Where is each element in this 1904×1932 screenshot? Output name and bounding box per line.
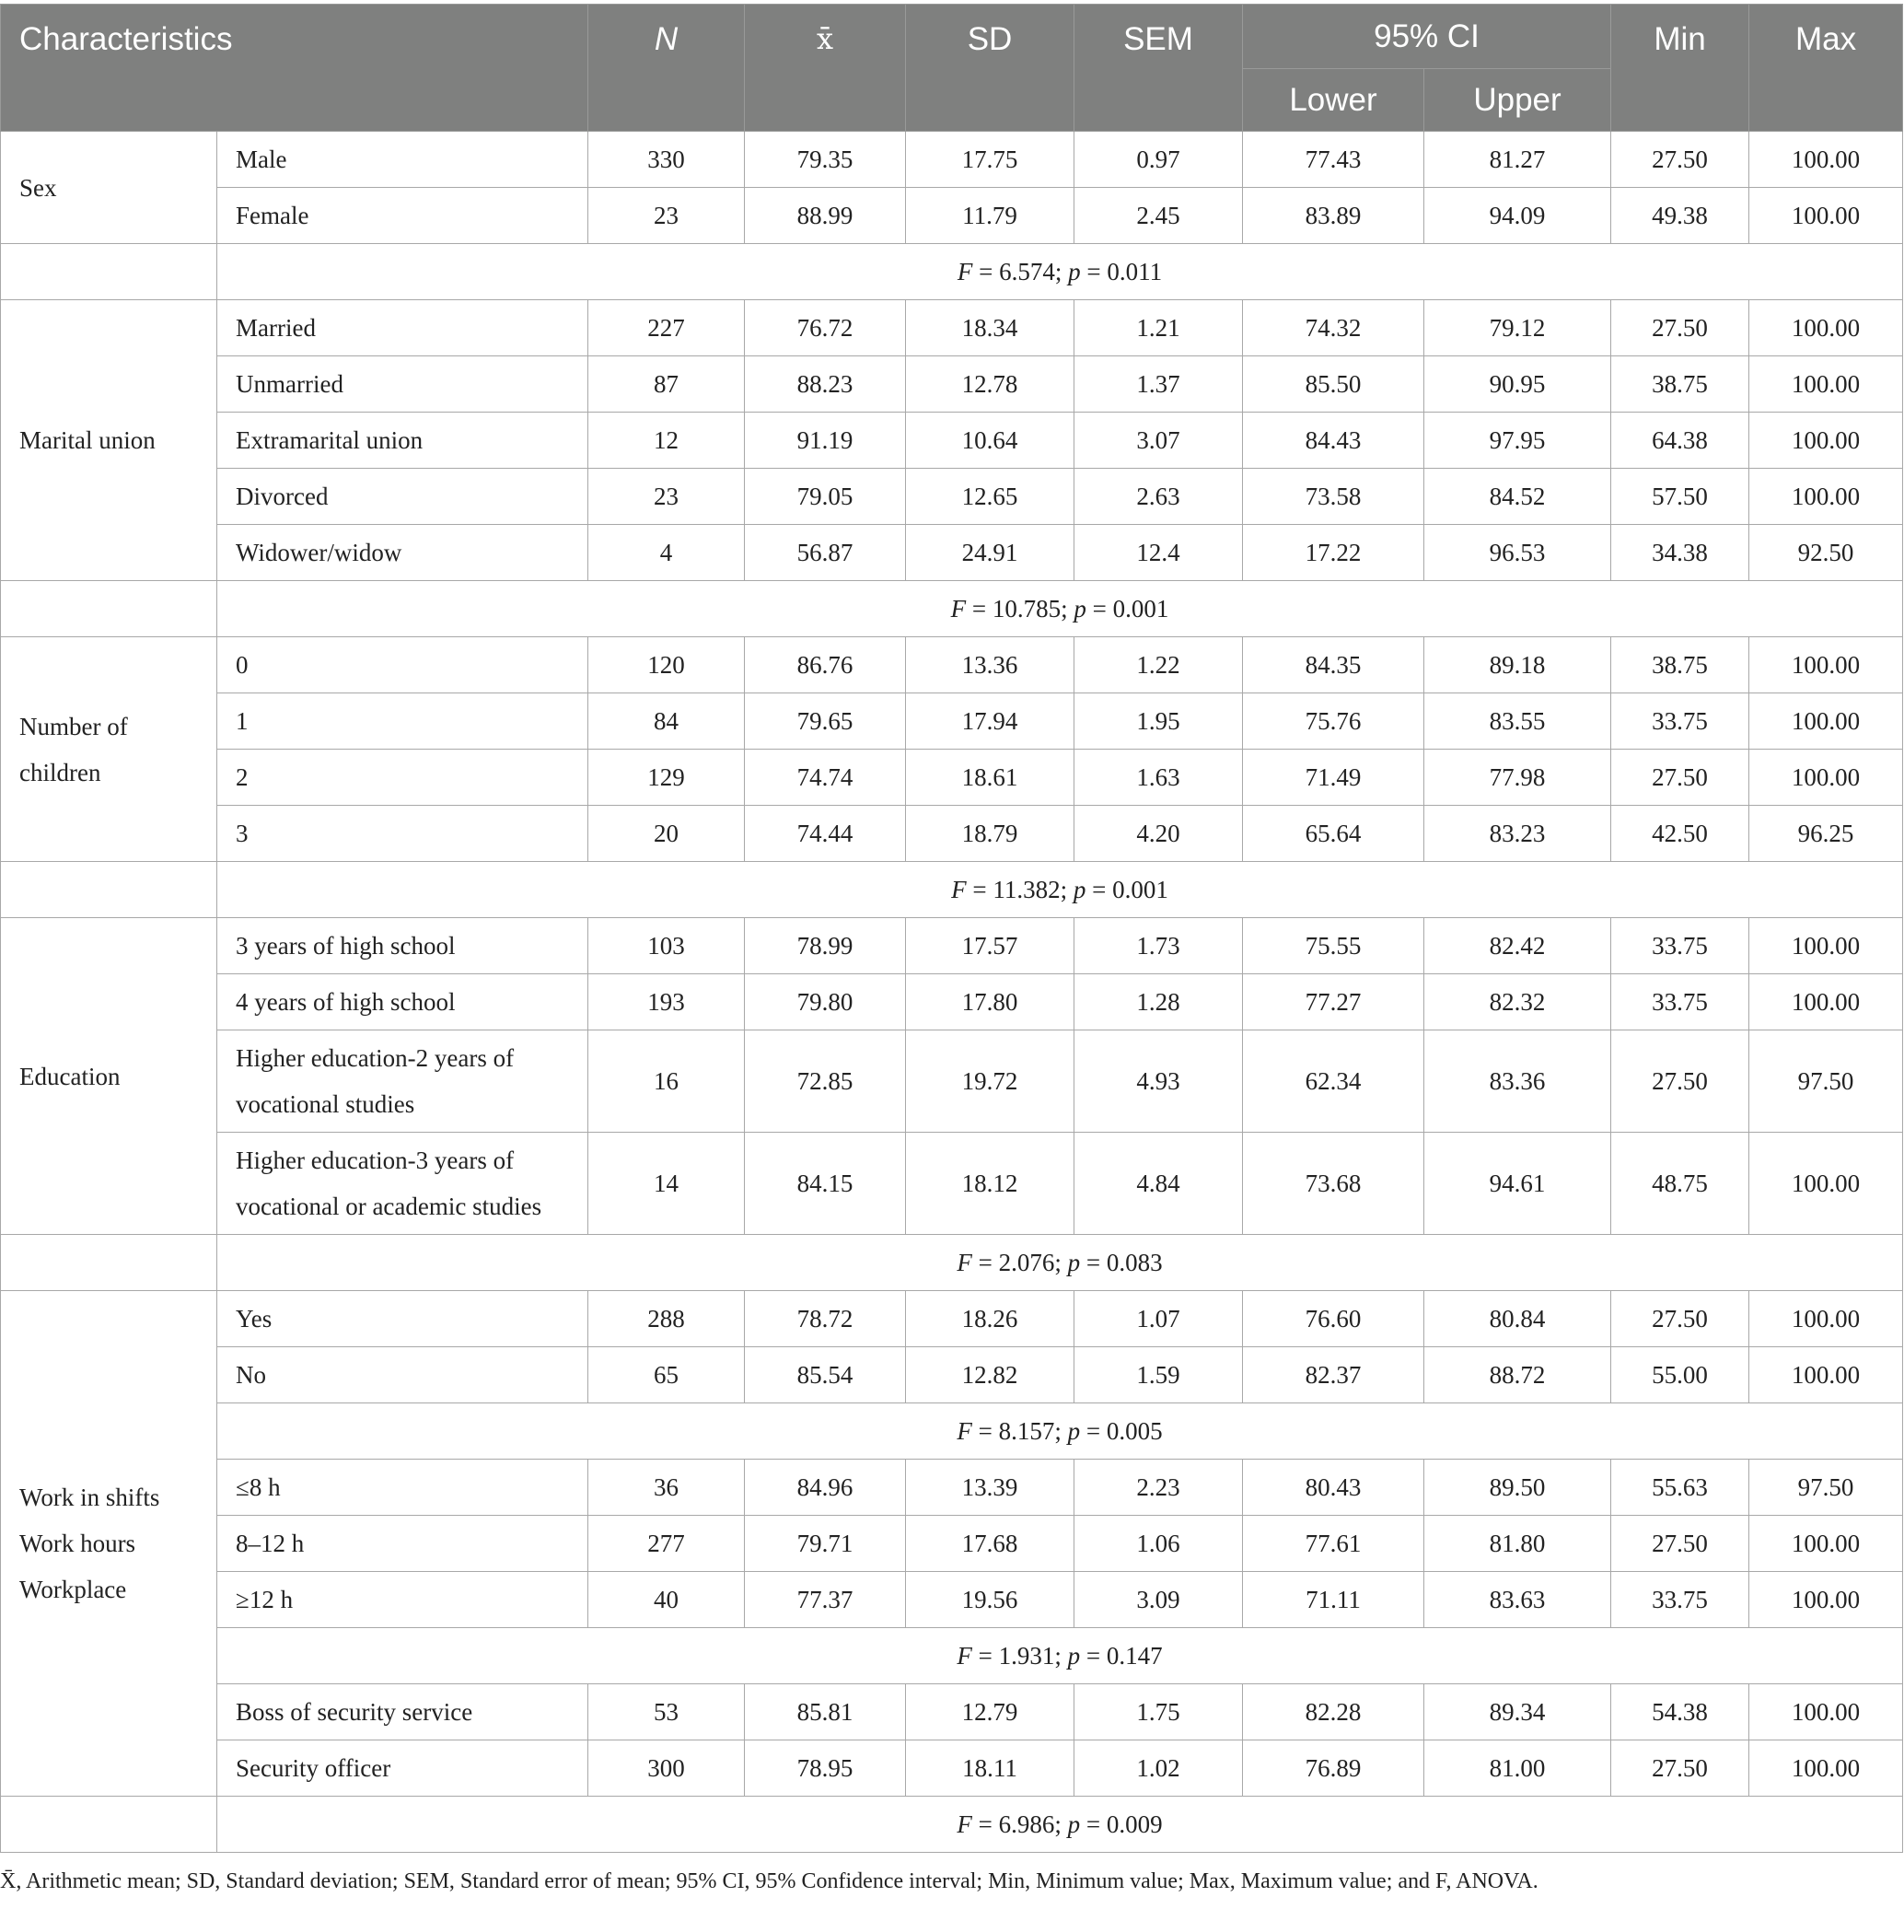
p-value: 0.005 [1106, 1416, 1163, 1445]
f-value: 6.574 [999, 257, 1055, 285]
mean-cell: 76.72 [745, 300, 906, 356]
sem-cell: 1.02 [1074, 1740, 1243, 1797]
sd-cell: 18.26 [906, 1291, 1074, 1347]
anova-result: F = 6.986; p = 0.009 [217, 1797, 1903, 1853]
table-row [1, 1347, 1903, 1403]
sem-cell: 2.63 [1074, 469, 1243, 525]
header-characteristics: Characteristics [1, 5, 588, 132]
min-cell: 27.50 [1611, 1516, 1749, 1572]
sem-cell: 1.06 [1074, 1516, 1243, 1572]
min-cell: 33.75 [1611, 918, 1749, 974]
stat-row [1, 581, 1903, 637]
mean-cell: 79.71 [745, 1516, 906, 1572]
p-value: 0.001 [1112, 594, 1169, 623]
mean-cell: 74.74 [745, 750, 906, 806]
mean-cell: 91.19 [745, 413, 906, 469]
header-ci-lower: Lower [1243, 69, 1424, 132]
max-cell: 97.50 [1749, 1030, 1903, 1133]
upper-cell: 97.95 [1424, 413, 1611, 469]
table-row [1, 974, 1903, 1030]
lower-cell: 84.35 [1243, 637, 1424, 693]
max-cell: 100.00 [1749, 188, 1903, 244]
n-cell: 4 [588, 525, 745, 581]
sem-cell: 1.63 [1074, 750, 1243, 806]
sd-cell: 17.75 [906, 132, 1074, 188]
max-cell: 100.00 [1749, 469, 1903, 525]
min-cell: 42.50 [1611, 806, 1749, 862]
upper-cell: 81.00 [1424, 1740, 1611, 1797]
n-cell: 300 [588, 1740, 745, 1797]
sem-cell: 0.97 [1074, 132, 1243, 188]
sd-cell: 18.79 [906, 806, 1074, 862]
table-row [1, 469, 1903, 525]
mean-cell: 72.85 [745, 1030, 906, 1133]
sem-cell: 1.21 [1074, 300, 1243, 356]
category-cell: 0 [217, 637, 588, 693]
sem-cell: 2.23 [1074, 1460, 1243, 1516]
p-label: p [1068, 257, 1081, 285]
min-cell: 54.38 [1611, 1684, 1749, 1740]
mean-cell: 79.65 [745, 693, 906, 750]
mean-cell: 79.80 [745, 974, 906, 1030]
sem-cell: 1.95 [1074, 693, 1243, 750]
anova-result: F = 2.076; p = 0.083 [217, 1235, 1903, 1291]
max-cell: 100.00 [1749, 1740, 1903, 1797]
group-label: Marital union [1, 300, 217, 581]
min-cell: 27.50 [1611, 300, 1749, 356]
lower-cell: 75.76 [1243, 693, 1424, 750]
upper-cell: 90.95 [1424, 356, 1611, 413]
header-ci: 95% CI [1243, 5, 1611, 69]
n-cell: 14 [588, 1133, 745, 1235]
category-cell: 1 [217, 693, 588, 750]
stat-row [1, 1235, 1903, 1291]
min-cell: 27.50 [1611, 1030, 1749, 1133]
mean-cell: 79.35 [745, 132, 906, 188]
table-row [1, 1291, 1903, 1347]
category-cell: No [217, 1347, 588, 1403]
upper-cell: 81.27 [1424, 132, 1611, 188]
header-sem: SEM [1074, 5, 1243, 132]
f-label: F [950, 594, 967, 623]
table-row [1, 693, 1903, 750]
mean-cell: 86.76 [745, 637, 906, 693]
f-label: F [957, 1810, 972, 1838]
category-cell: Married [217, 300, 588, 356]
max-cell: 100.00 [1749, 750, 1903, 806]
min-cell: 64.38 [1611, 413, 1749, 469]
sd-cell: 11.79 [906, 188, 1074, 244]
sem-cell: 1.22 [1074, 637, 1243, 693]
sd-cell: 18.34 [906, 300, 1074, 356]
p-label: p [1067, 1810, 1081, 1838]
table-header [1, 5, 1903, 132]
max-cell: 92.50 [1749, 525, 1903, 581]
mean-cell: 84.96 [745, 1460, 906, 1516]
stat-row [1, 244, 1903, 300]
max-cell: 100.00 [1749, 637, 1903, 693]
category-cell: Security officer [217, 1740, 588, 1797]
sd-cell: 18.11 [906, 1740, 1074, 1797]
lower-cell: 73.68 [1243, 1133, 1424, 1235]
min-cell: 27.50 [1611, 1291, 1749, 1347]
n-cell: 23 [588, 188, 745, 244]
blank-cell [1, 1797, 217, 1853]
group-label: Sex [1, 132, 217, 244]
table-row [1, 132, 1903, 188]
stat-row [1, 1797, 1903, 1853]
n-cell: 120 [588, 637, 745, 693]
min-cell: 33.75 [1611, 1572, 1749, 1628]
sd-cell: 18.61 [906, 750, 1074, 806]
min-cell: 33.75 [1611, 974, 1749, 1030]
category-cell: ≤8 h [217, 1460, 588, 1516]
table-row [1, 1516, 1903, 1572]
max-cell: 100.00 [1749, 300, 1903, 356]
blank-cell [1, 244, 217, 300]
category-cell: Higher education-2 years of vocational studies [217, 1030, 588, 1133]
category-cell: Divorced [217, 469, 588, 525]
upper-cell: 81.80 [1424, 1516, 1611, 1572]
max-cell: 100.00 [1749, 1347, 1903, 1403]
lower-cell: 85.50 [1243, 356, 1424, 413]
sd-cell: 13.39 [906, 1460, 1074, 1516]
anova-result: F = 10.785; p = 0.001 [217, 581, 1903, 637]
mean-cell: 78.72 [745, 1291, 906, 1347]
p-label: p [1074, 594, 1086, 623]
table-row [1, 750, 1903, 806]
n-cell: 36 [588, 1460, 745, 1516]
group-label: Number of children [1, 637, 217, 862]
max-cell: 100.00 [1749, 974, 1903, 1030]
category-cell: 2 [217, 750, 588, 806]
upper-cell: 89.18 [1424, 637, 1611, 693]
upper-cell: 83.55 [1424, 693, 1611, 750]
lower-cell: 82.37 [1243, 1347, 1424, 1403]
min-cell: 48.75 [1611, 1133, 1749, 1235]
lower-cell: 76.60 [1243, 1291, 1424, 1347]
n-cell: 288 [588, 1291, 745, 1347]
min-cell: 38.75 [1611, 637, 1749, 693]
n-cell: 87 [588, 356, 745, 413]
sd-cell: 17.68 [906, 1516, 1074, 1572]
category-cell: Boss of security service [217, 1684, 588, 1740]
max-cell: 100.00 [1749, 132, 1903, 188]
table-footnote: X̄, Arithmetic mean; SD, Standard deviation; SEM, Standard error of mean; 95% CI, 95% Confidence interval; Min, Minimum value; Max, Maximum value; and F, ANOVA. [0, 1869, 1538, 1893]
min-cell: 55.00 [1611, 1347, 1749, 1403]
upper-cell: 94.09 [1424, 188, 1611, 244]
mean-cell: 77.37 [745, 1572, 906, 1628]
sem-cell: 1.07 [1074, 1291, 1243, 1347]
f-label: F [957, 1416, 972, 1445]
n-cell: 65 [588, 1347, 745, 1403]
lower-cell: 17.22 [1243, 525, 1424, 581]
table-row [1, 300, 1903, 356]
category-cell: Higher education-3 years of vocational or academic studies [217, 1133, 588, 1235]
n-cell: 277 [588, 1516, 745, 1572]
group-label [1, 1291, 217, 1797]
n-cell: 227 [588, 300, 745, 356]
sd-cell: 12.65 [906, 469, 1074, 525]
category-cell: Male [217, 132, 588, 188]
max-cell: 100.00 [1749, 693, 1903, 750]
mean-cell: 88.99 [745, 188, 906, 244]
header-max: Max [1749, 5, 1903, 132]
p-label: p [1067, 1416, 1081, 1445]
n-cell: 103 [588, 918, 745, 974]
table-row [1, 918, 1903, 974]
sem-cell: 1.59 [1074, 1347, 1243, 1403]
table-row [1, 188, 1903, 244]
upper-cell: 83.63 [1424, 1572, 1611, 1628]
f-label: F [957, 257, 973, 285]
table-row [1, 806, 1903, 862]
sd-cell: 19.56 [906, 1572, 1074, 1628]
stat-row [1, 862, 1903, 918]
category-cell: 3 years of high school [217, 918, 588, 974]
category-cell: Yes [217, 1291, 588, 1347]
f-label: F [957, 1641, 972, 1670]
upper-cell: 83.23 [1424, 806, 1611, 862]
n-cell: 40 [588, 1572, 745, 1628]
max-cell: 100.00 [1749, 1572, 1903, 1628]
upper-cell: 84.52 [1424, 469, 1611, 525]
sem-cell: 1.28 [1074, 974, 1243, 1030]
n-cell: 23 [588, 469, 745, 525]
sd-cell: 17.80 [906, 974, 1074, 1030]
max-cell: 100.00 [1749, 1291, 1903, 1347]
sd-cell: 17.94 [906, 693, 1074, 750]
lower-cell: 62.34 [1243, 1030, 1424, 1133]
lower-cell: 82.28 [1243, 1684, 1424, 1740]
lower-cell: 83.89 [1243, 188, 1424, 244]
lower-cell: 73.58 [1243, 469, 1424, 525]
mean-cell: 78.99 [745, 918, 906, 974]
lower-cell: 71.49 [1243, 750, 1424, 806]
lower-cell: 71.11 [1243, 1572, 1424, 1628]
sd-cell: 12.82 [906, 1347, 1074, 1403]
min-cell: 27.50 [1611, 132, 1749, 188]
mean-cell: 56.87 [745, 525, 906, 581]
min-cell: 27.50 [1611, 1740, 1749, 1797]
n-cell: 330 [588, 132, 745, 188]
sd-cell: 12.79 [906, 1684, 1074, 1740]
upper-cell: 82.42 [1424, 918, 1611, 974]
blank-cell [1, 581, 217, 637]
n-cell: 20 [588, 806, 745, 862]
sem-cell: 3.09 [1074, 1572, 1243, 1628]
sem-cell: 1.75 [1074, 1684, 1243, 1740]
n-cell: 193 [588, 974, 745, 1030]
min-cell: 38.75 [1611, 356, 1749, 413]
blank-cell [1, 1235, 217, 1291]
upper-cell: 89.50 [1424, 1460, 1611, 1516]
min-cell: 33.75 [1611, 693, 1749, 750]
max-cell: 100.00 [1749, 356, 1903, 413]
mean-cell: 79.05 [745, 469, 906, 525]
f-value: 6.986 [998, 1810, 1055, 1838]
header-n: N [588, 5, 745, 132]
lower-cell: 84.43 [1243, 413, 1424, 469]
upper-cell: 89.34 [1424, 1684, 1611, 1740]
f-value: 2.076 [998, 1248, 1055, 1276]
sem-cell: 3.07 [1074, 413, 1243, 469]
header-ci-upper: Upper [1424, 69, 1611, 132]
max-cell: 100.00 [1749, 918, 1903, 974]
min-cell: 49.38 [1611, 188, 1749, 244]
table-row [1, 525, 1903, 581]
sd-cell: 19.72 [906, 1030, 1074, 1133]
lower-cell: 77.61 [1243, 1516, 1424, 1572]
p-value: 0.009 [1106, 1810, 1163, 1838]
sd-cell: 18.12 [906, 1133, 1074, 1235]
header-mean: x̄ [745, 5, 906, 132]
mean-cell: 74.44 [745, 806, 906, 862]
sem-cell: 4.93 [1074, 1030, 1243, 1133]
mean-cell: 85.54 [745, 1347, 906, 1403]
statistics-table [0, 4, 1903, 1853]
min-cell: 34.38 [1611, 525, 1749, 581]
group-label-line: Workplace [19, 1576, 127, 1603]
sd-cell: 24.91 [906, 525, 1074, 581]
p-label: p [1067, 1248, 1081, 1276]
category-cell: 4 years of high school [217, 974, 588, 1030]
mean-cell: 84.15 [745, 1133, 906, 1235]
table-row [1, 413, 1903, 469]
header-min: Min [1611, 5, 1749, 132]
mean-cell: 85.81 [745, 1684, 906, 1740]
mean-cell: 88.23 [745, 356, 906, 413]
upper-cell: 83.36 [1424, 1030, 1611, 1133]
mean-cell: 78.95 [745, 1740, 906, 1797]
p-value: 0.001 [1112, 875, 1168, 903]
lower-cell: 77.43 [1243, 132, 1424, 188]
f-label: F [957, 1248, 972, 1276]
f-value: 11.382 [993, 875, 1061, 903]
max-cell: 97.50 [1749, 1460, 1903, 1516]
max-cell: 100.00 [1749, 1516, 1903, 1572]
p-label: p [1073, 875, 1086, 903]
max-cell: 100.00 [1749, 1684, 1903, 1740]
category-cell: 8–12 h [217, 1516, 588, 1572]
sem-cell: 1.37 [1074, 356, 1243, 413]
f-value: 8.157 [998, 1416, 1055, 1445]
lower-cell: 74.32 [1243, 300, 1424, 356]
anova-result: F = 11.382; p = 0.001 [217, 862, 1903, 918]
n-cell: 12 [588, 413, 745, 469]
upper-cell: 82.32 [1424, 974, 1611, 1030]
lower-cell: 75.55 [1243, 918, 1424, 974]
table-row [1, 1740, 1903, 1797]
upper-cell: 94.61 [1424, 1133, 1611, 1235]
sem-cell: 1.73 [1074, 918, 1243, 974]
group-label-line: Work in shifts [19, 1484, 160, 1511]
sem-cell: 12.4 [1074, 525, 1243, 581]
anova-result: F = 1.931; p = 0.147 [217, 1628, 1903, 1684]
table-row [1, 1133, 1903, 1235]
n-cell: 53 [588, 1684, 745, 1740]
stat-row [1, 1403, 1903, 1460]
category-cell: Extramarital union [217, 413, 588, 469]
p-label: p [1067, 1641, 1081, 1670]
p-value: 0.147 [1106, 1641, 1163, 1670]
category-cell: Unmarried [217, 356, 588, 413]
sd-cell: 10.64 [906, 413, 1074, 469]
max-cell: 100.00 [1749, 1133, 1903, 1235]
f-value: 10.785 [992, 594, 1062, 623]
table-row [1, 1684, 1903, 1740]
table-row [1, 1030, 1903, 1133]
sd-cell: 12.78 [906, 356, 1074, 413]
f-label: F [951, 875, 967, 903]
lower-cell: 77.27 [1243, 974, 1424, 1030]
table-row [1, 1460, 1903, 1516]
n-cell: 84 [588, 693, 745, 750]
min-cell: 55.63 [1611, 1460, 1749, 1516]
upper-cell: 80.84 [1424, 1291, 1611, 1347]
lower-cell: 65.64 [1243, 806, 1424, 862]
lower-cell: 76.89 [1243, 1740, 1424, 1797]
header-sd: SD [906, 5, 1074, 132]
upper-cell: 79.12 [1424, 300, 1611, 356]
n-cell: 16 [588, 1030, 745, 1133]
n-cell: 129 [588, 750, 745, 806]
sem-cell: 4.84 [1074, 1133, 1243, 1235]
table-row [1, 1572, 1903, 1628]
anova-result: F = 6.574; p = 0.011 [217, 244, 1903, 300]
upper-cell: 96.53 [1424, 525, 1611, 581]
category-cell: Widower/widow [217, 525, 588, 581]
group-label: Education [1, 918, 217, 1235]
group-label-line: Work hours [19, 1530, 136, 1557]
upper-cell: 77.98 [1424, 750, 1611, 806]
sd-cell: 17.57 [906, 918, 1074, 974]
lower-cell: 80.43 [1243, 1460, 1424, 1516]
sem-cell: 4.20 [1074, 806, 1243, 862]
max-cell: 100.00 [1749, 413, 1903, 469]
category-cell: Female [217, 188, 588, 244]
min-cell: 27.50 [1611, 750, 1749, 806]
upper-cell: 88.72 [1424, 1347, 1611, 1403]
table-row [1, 637, 1903, 693]
f-value: 1.931 [998, 1641, 1055, 1670]
sd-cell: 13.36 [906, 637, 1074, 693]
sem-cell: 2.45 [1074, 188, 1243, 244]
anova-result: F = 8.157; p = 0.005 [217, 1403, 1903, 1460]
table-body [1, 132, 1903, 1853]
category-cell: 3 [217, 806, 588, 862]
category-cell: ≥12 h [217, 1572, 588, 1628]
p-value: 0.011 [1107, 257, 1163, 285]
max-cell: 96.25 [1749, 806, 1903, 862]
stat-row [1, 1628, 1903, 1684]
min-cell: 57.50 [1611, 469, 1749, 525]
p-value: 0.083 [1106, 1248, 1163, 1276]
table-row [1, 356, 1903, 413]
blank-cell [1, 862, 217, 918]
